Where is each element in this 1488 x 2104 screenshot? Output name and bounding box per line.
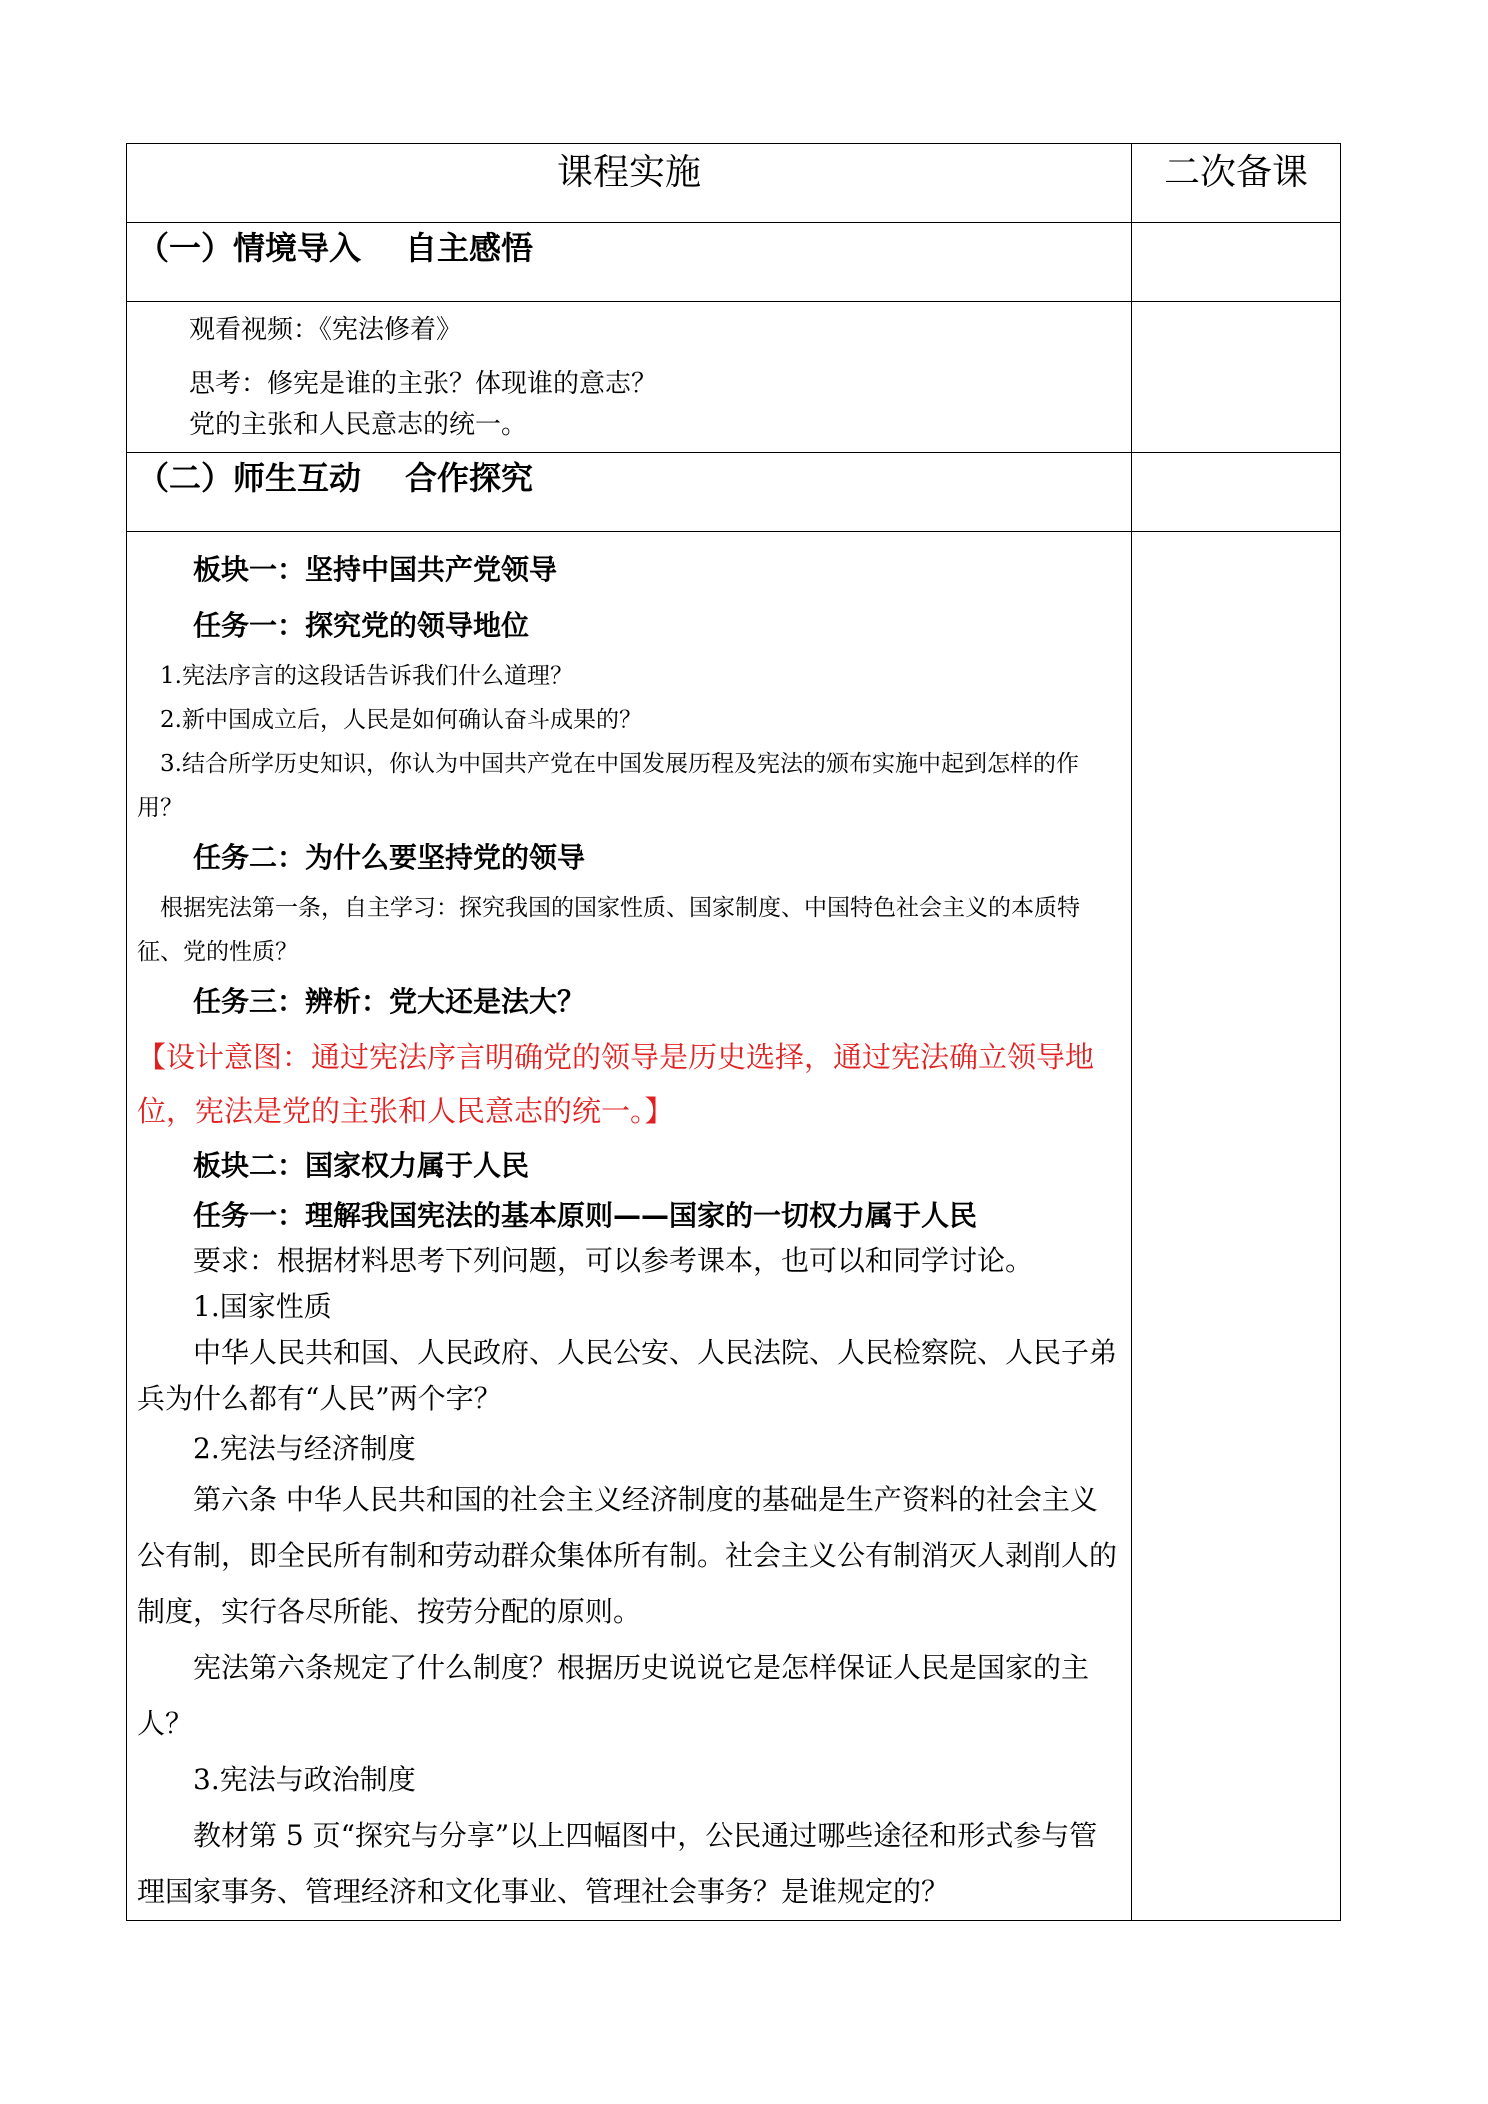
section1-body-notes-cell: [1132, 302, 1341, 453]
task1-question-3: 3.结合所学历史知识，你认为中国共产党在中国发展历程及宪法的颁布实施中起到怎样的作用？: [137, 751, 1079, 821]
section1-line-2: 思考：修宪是谁的主张？体现谁的意志？: [189, 369, 658, 399]
item2-title: 2.宪法与经济制度: [193, 1432, 416, 1465]
block1-title: 板块一：坚持中国共产党领导: [193, 553, 558, 586]
header-course-implementation: 课程实施: [127, 144, 1132, 223]
section2-body-notes-cell: [1132, 532, 1341, 1921]
header-second-preparation: 二次备课: [1132, 144, 1341, 223]
section1-body: [127, 302, 1132, 453]
task1-question-1: 1.宪法序言的这段话告诉我们什么道理？: [160, 663, 573, 689]
section2-label: （二）师生互动: [137, 459, 362, 497]
table-header-row: [127, 144, 1341, 223]
block2-task1-title: 任务一：理解我国宪法的基本原则——国家的一切权力属于人民: [193, 1199, 978, 1232]
section1-notes-cell: [1132, 223, 1341, 302]
design-intent: 【设计意图：通过宪法序言明确党的领导是历史选择，通过宪法确立领导地位，宪法是党的主张和人民意志的统一。】: [137, 1040, 1095, 1128]
section1-label2: 自主感悟: [405, 229, 534, 267]
item1-text: 中华人民共和国、人民政府、人民公安、人民法院、人民检察院、人民子弟兵为什么都有“人民”两个字？: [137, 1336, 1118, 1415]
section1-title: [127, 223, 1132, 302]
section2-title-row: [127, 453, 1341, 532]
requirement-text: 要求：根据材料思考下列问题，可以参考课本，也可以和同学讨论。: [193, 1244, 1034, 1277]
item3-text: 教材第 5 页“探究与分享”以上四幅图中，公民通过哪些途径和形式参与管理国家事务、管理经济和文化事业、管理社会事务？是谁规定的？: [137, 1819, 1098, 1908]
section1-line-3: 党的主张和人民意志的统一。: [189, 410, 528, 440]
section2-title: [127, 453, 1132, 532]
task1-title: 任务一：探究党的领导地位: [193, 609, 530, 642]
section2-body-row: [127, 532, 1341, 1921]
section1-line-1: 观看视频：《宪法修着》: [189, 315, 463, 345]
section2-body: [127, 532, 1132, 1921]
task1-question-2: 2.新中国成立后，人民是如何确认奋斗成果的？: [160, 707, 642, 733]
lesson-plan-table: [126, 143, 1341, 1921]
section2-label2: 合作探究: [405, 459, 534, 497]
task2-title: 任务二：为什么要坚持党的领导: [193, 841, 586, 874]
section1-title-row: [127, 223, 1341, 302]
task3-title: 任务三：辨析：党大还是法大？: [193, 985, 586, 1018]
item1-title: 1.国家性质: [193, 1290, 332, 1323]
block2-title: 板块二：国家权力属于人民: [193, 1149, 530, 1182]
item2-text: 第六条 中华人民共和国的社会主义经济制度的基础是生产资料的社会主义公有制，即全民所有制和劳动群众集体所有制。社会主义公有制消灭人剥削人的制度，实行各尽所能、按劳分配的原则。: [137, 1483, 1118, 1628]
item2-question: 宪法第六条规定了什么制度？根据历史说说它是怎样保证人民是国家的主人？: [137, 1651, 1090, 1740]
section1-body-row: [127, 302, 1341, 453]
section2-notes-cell: [1132, 453, 1341, 532]
item3-title: 3.宪法与政治制度: [193, 1763, 416, 1796]
task2-text: 根据宪法第一条，自主学习：探究我国的国家性质、国家制度、中国特色社会主义的本质特征、党的性质？: [137, 895, 1080, 965]
section1-label: （一）情境导入: [137, 229, 362, 267]
